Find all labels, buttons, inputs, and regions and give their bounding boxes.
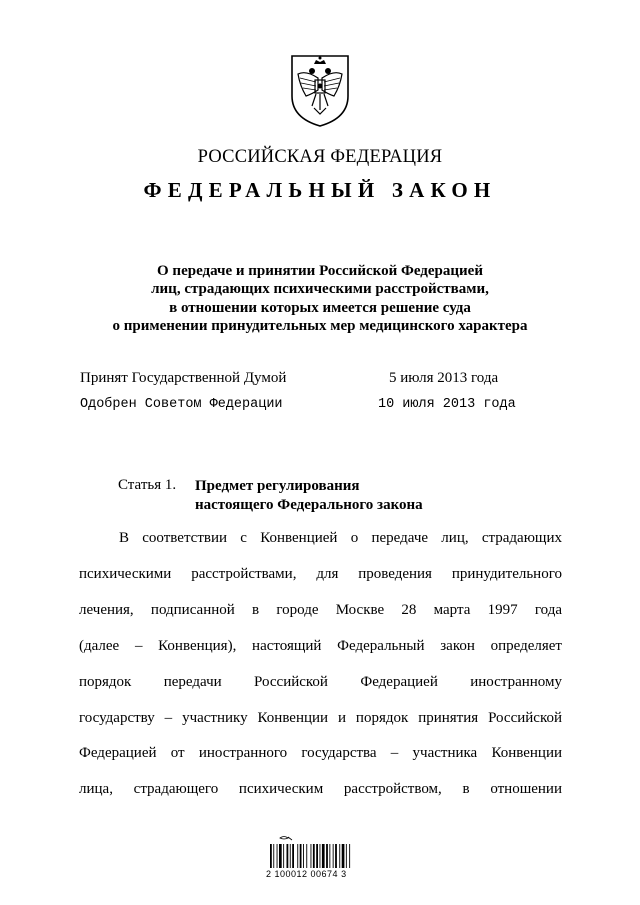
law-title-line: лиц, страдающих психическими расстройствами, [151, 281, 489, 298]
barcode-number: 2 100012 00674 3 [266, 869, 347, 879]
body-line: Федерацией от иностранного государства – участника Конвенции [79, 745, 562, 762]
body-line: В соответствии с Конвенцией о передаче лиц, страдающих [119, 530, 562, 546]
law-title [0, 262, 640, 335]
approved-council-date: 10 июля 2013 года [378, 397, 516, 412]
body-line: порядок передачи Российской Федерацией иностранному [79, 673, 562, 690]
approved-council-label: Одобрен Советом Федерации [80, 397, 283, 412]
law-title-line: О передаче и принятии Российской Федерацией [157, 263, 483, 279]
country-name: РОССИЙСКАЯ ФЕДЕРАЦИЯ [197, 147, 443, 167]
coat-of-arms-emblem [288, 52, 352, 130]
adopted-duma-label: Принят Государственной Думой [80, 370, 287, 386]
body-line: государству – участнику Конвенции и порядок принятия Российской [79, 709, 562, 726]
article-title [195, 477, 423, 515]
body-line: лица, страдающего психическим расстройством, в отношении [79, 781, 562, 798]
law-title-line: в отношении которых имеется решение суда [169, 299, 471, 316]
law-type-heading: ФЕДЕРАЛЬНЫЙ ЗАКОН [143, 178, 497, 202]
barcode [266, 836, 376, 892]
article-number: Статья 1. [118, 477, 177, 493]
article-body [79, 521, 562, 808]
article-title-line: настоящего Федерального закона [195, 497, 423, 513]
body-line: психическими расстройствами, для проведения принудительного [79, 565, 562, 582]
article-title-line: Предмет регулирования [195, 478, 360, 494]
body-line: лечения, подписанной в городе Москве 28 марта 1997 года [79, 601, 562, 618]
law-title-line: о применении принудительных мер медицинского характера [112, 317, 528, 334]
adopted-duma-date: 5 июля 2013 года [389, 370, 499, 386]
body-line: (далее – Конвенция), настоящий Федеральный закон определяет [79, 637, 562, 654]
